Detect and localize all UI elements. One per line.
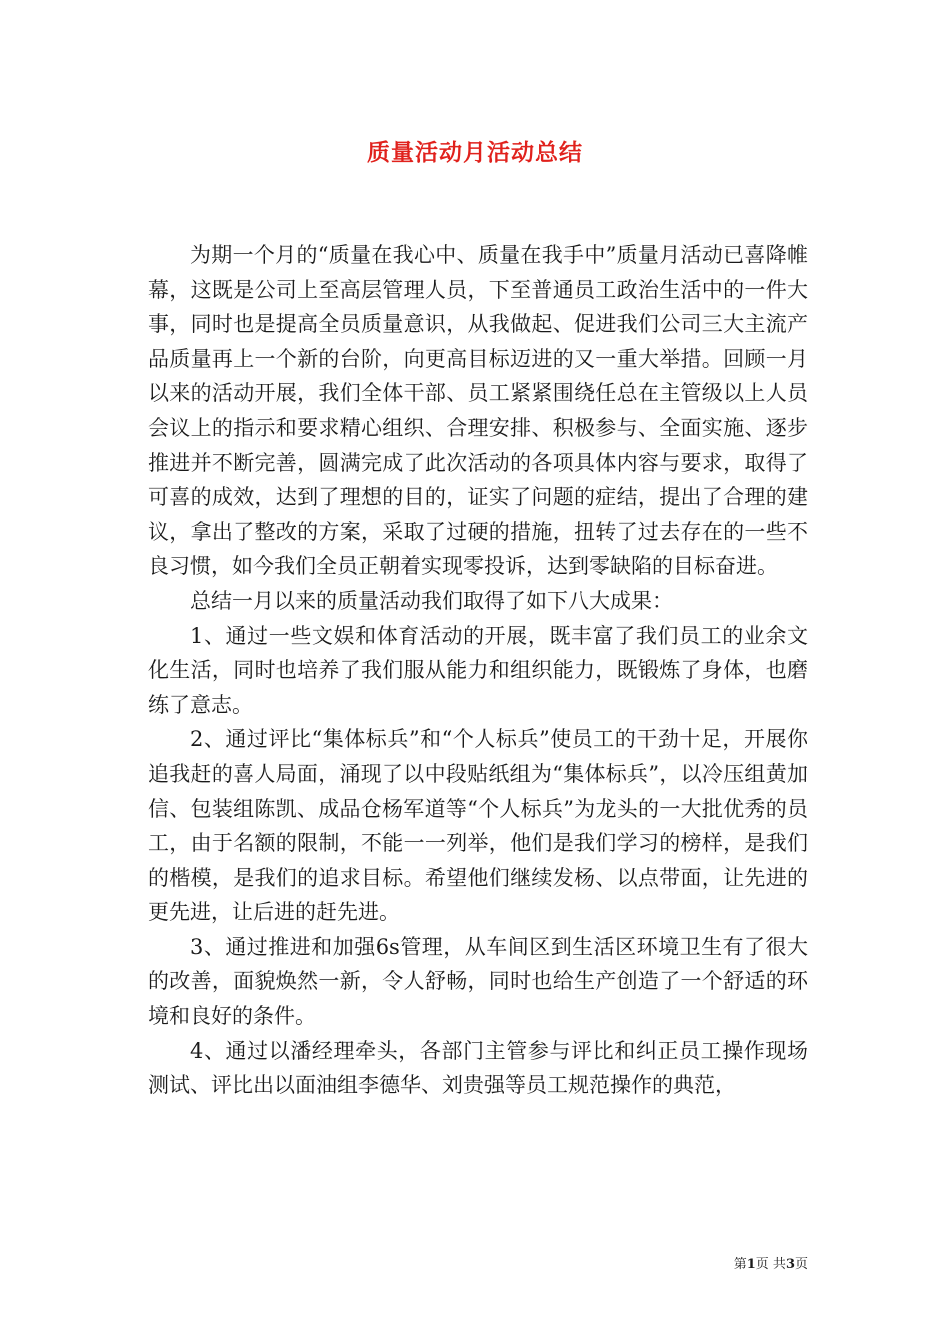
- page-number-footer: [734, 1253, 808, 1272]
- intro-paragraph: 为期一个月的“质量在我心中、质量在我手中”质量月活动已喜降帷幕，这既是公司上至高层管理人员，下至普通员工政治生活中的一件大事，同时也是提高全员质量意识，从我做起、促进我们公司三大主流产品质量再上一个新的台阶，向更高目标迈进的又一重大举措。回顾一月以来的活动开展，我们全体干部、员工紧紧围绕任总在主管级以上人员会议上的指示和要求精心组织、合理安排、积极参与、全面实施、逐步推进并不断完善，圆满完成了此次活动的各项具体内容与要求，取得了可喜的成效，达到了理想的目的，证实了问题的症结，提出了合理的建议，拿出了整改的方案，采取了过硬的措施，扭转了过去存在的一些不良习惯，如今我们全员正朝着实现零投诉，达到零缺陷的目标奋进。: [148, 243, 808, 579]
- footer-middle: 页 共: [755, 1257, 786, 1272]
- achievement-paragraph-3: 3、通过推进和加强6s管理，从车间区到生活区环境卫生有了很大的改善，面貌焕然一新，令人舒畅，同时也给生产创造了一个舒适的环境和良好的条件。: [148, 934, 808, 1029]
- document-title: 质量活动月活动总结: [367, 139, 583, 166]
- achievement-paragraph-1: 1、通过一些文娱和体育活动的开展，既丰富了我们员工的业余文化生活，同时也培养了我们服从能力和组织能力，既锻炼了身体，也磨练了意志。: [148, 623, 808, 717]
- footer-current-page: 1: [746, 1257, 756, 1272]
- footer-prefix: 第: [733, 1257, 747, 1272]
- achievement-paragraph-2: 2、通过评比“集体标兵”和“个人标兵”使员工的干劲十足，开展你追我赶的喜人局面，涌现了以中段贴纸组为“集体标兵”，以冷压组黄加信、包装组陈凯、成品仓杨军道等“个人标兵”为龙头的一大批优秀的员工，由于名额的限制，不能一一列举，他们是我们学习的榜样，是我们的楷模，是我们的追求目标。希望他们继续发杨、以点带面，让先进的更先进，让后进的赶先进。: [148, 727, 808, 925]
- achievement-paragraph-4: 4、通过以潘经理牵头，各部门主管参与评比和纠正员工操作现场测试、评比出以面油组李德华、刘贵强等员工规范操作的典范，: [148, 1038, 808, 1098]
- summary-lead-paragraph: 总结一月以来的质量活动我们取得了如下八大成果：: [190, 588, 673, 613]
- footer-total-pages: 3: [785, 1257, 795, 1272]
- footer-suffix: 页: [794, 1257, 808, 1272]
- document-body: [148, 238, 808, 1103]
